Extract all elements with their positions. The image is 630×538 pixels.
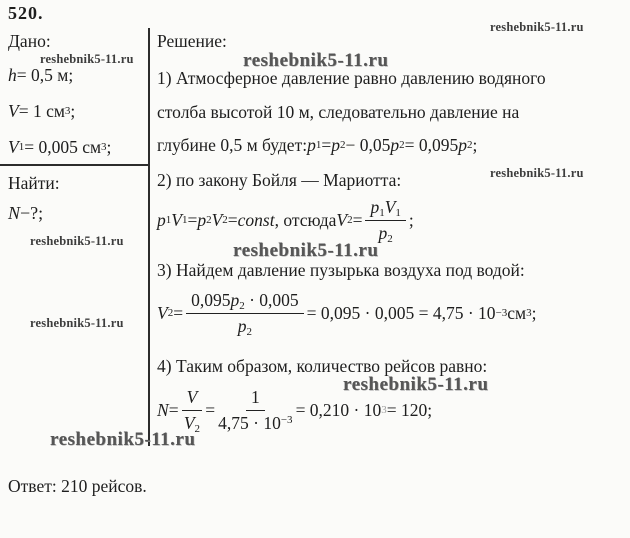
math-text: 4,75 · 10: [218, 412, 281, 433]
math-variable: V: [211, 209, 223, 230]
step3-line: 3) Найдем давление пузырька воздуха под водой:: [157, 260, 525, 280]
watermark: reshebnik5-11.ru: [343, 374, 489, 395]
watermark: reshebnik5-11.ru: [490, 20, 584, 34]
step2-formula: p 1 V 1 = p 2 V 2 = const , отсюда V 2 = $\frac{p_1V_1}{p_2}$ ;: [157, 196, 414, 245]
math-text: 1: [379, 206, 385, 219]
find-value: [8, 202, 43, 224]
math-text: −3: [280, 413, 293, 426]
math-variable: V: [183, 412, 195, 433]
math-variable: V: [186, 386, 198, 407]
math-variable: p: [378, 222, 388, 243]
given-label: Дано:: [8, 31, 51, 51]
fraction: [218, 387, 292, 434]
math-text: =: [187, 209, 198, 230]
math-variable: p: [370, 196, 380, 217]
math-text: = 0,5 м;: [16, 65, 74, 85]
watermark: reshebnik5-11.ru: [233, 240, 379, 261]
math-text: = 0,005 см: [24, 137, 102, 157]
math-variable: p: [230, 289, 240, 310]
math-variable: V: [336, 209, 348, 230]
math-text: ;: [106, 137, 112, 157]
math-text: 1: [250, 386, 260, 407]
math-text: глубине 0,5 м будет:: [157, 135, 308, 155]
math-text: 2: [246, 325, 252, 338]
step1-line2: столба высотой 10 м, следовательно давление на: [157, 102, 520, 122]
math-variable: N: [157, 399, 169, 420]
math-text: =: [227, 209, 238, 230]
answer-line: Ответ: 210 рейсов.: [8, 476, 147, 496]
watermark: reshebnik5-11.ru: [50, 429, 196, 450]
column-divider: [148, 28, 150, 446]
math-variable: p: [390, 135, 400, 155]
math-variable: p: [237, 315, 247, 336]
fraction: [365, 197, 405, 244]
fraction: [182, 387, 203, 434]
math-text: 2: [194, 422, 201, 435]
given-find-divider: [0, 164, 149, 166]
math-variable: p: [307, 135, 316, 155]
math-variable: V: [8, 101, 19, 121]
given-item-h: [8, 64, 73, 86]
math-text: ;: [70, 101, 76, 121]
math-text: =: [321, 135, 332, 155]
math-variable: V: [384, 196, 396, 217]
math-text: − 0,05: [345, 135, 391, 155]
math-text: = 0,210 · 10: [295, 399, 382, 420]
step3-formula: V 2 = $\frac{0,095p_2 \cdot 0,005}{p_2}$ = 0,095 · 0,005 = 4,75 · 10 −3 см 3 ;: [157, 289, 537, 338]
step2-line: 2) по закону Бойля — Мариотта:: [157, 170, 402, 190]
math-text: , отсюда: [274, 209, 337, 230]
math-text: =: [352, 209, 363, 230]
math-text: =: [205, 399, 216, 420]
math-text: 1: [395, 206, 401, 219]
math-variable: V: [8, 137, 19, 157]
math-variable: V: [157, 302, 168, 323]
watermark: reshebnik5-11.ru: [243, 50, 389, 71]
math-variable: N: [8, 203, 21, 223]
math-text: =: [173, 302, 184, 323]
math-variable: V: [171, 209, 182, 230]
watermark: reshebnik5-11.ru: [40, 52, 134, 66]
step4-line: 4) Таким образом, количество рейсов равно:: [157, 356, 488, 376]
step1-line3: глубине 0,5 м будет: p 1 = p 2 − 0,05 p 2 = 0,095 p 2 ;: [157, 135, 478, 155]
step1-line1: 1) Атмосферное давление равно давлению водяного: [157, 68, 546, 88]
math-text: = 120;: [386, 399, 433, 420]
fraction: [186, 290, 304, 337]
problem-number: 520.: [8, 3, 44, 23]
solution-label: Решение:: [157, 31, 227, 51]
math-text: ;: [531, 302, 537, 323]
math-text: ;: [408, 209, 414, 230]
math-text: 2: [387, 232, 393, 245]
math-text: см: [507, 302, 527, 323]
find-label: Найти:: [8, 173, 60, 193]
math-text: 0,095: [191, 289, 231, 310]
math-variable: const: [237, 209, 275, 230]
math-variable: p: [197, 209, 207, 230]
math-text: = 0,095 · 0,005 = 4,75 · 10: [306, 302, 496, 323]
math-text: = 1 см: [18, 101, 65, 121]
math-variable: p: [157, 209, 166, 230]
watermark: reshebnik5-11.ru: [490, 166, 584, 180]
math-variable: p: [458, 135, 467, 155]
math-text: =: [168, 399, 179, 420]
math-text: = 0,095: [404, 135, 459, 155]
math-variable: h: [8, 65, 17, 85]
math-text: −?;: [20, 203, 44, 223]
given-item-v: V = 1 см 3 ;: [8, 101, 76, 121]
watermark: reshebnik5-11.ru: [30, 316, 124, 330]
given-item-v1: V 1 = 0,005 см 3 ;: [8, 137, 112, 157]
math-text: ;: [472, 135, 478, 155]
math-text: · 0,005: [244, 289, 299, 310]
watermark: reshebnik5-11.ru: [30, 234, 124, 248]
step4-formula: N = $\frac{V}{V_2}$ = $\frac{1}{4,75 \cdot 10^{-3}}$ = 0,210 · 10 3 = 120;: [157, 386, 433, 435]
math-variable: p: [331, 135, 340, 155]
math-text: 2: [239, 299, 245, 312]
